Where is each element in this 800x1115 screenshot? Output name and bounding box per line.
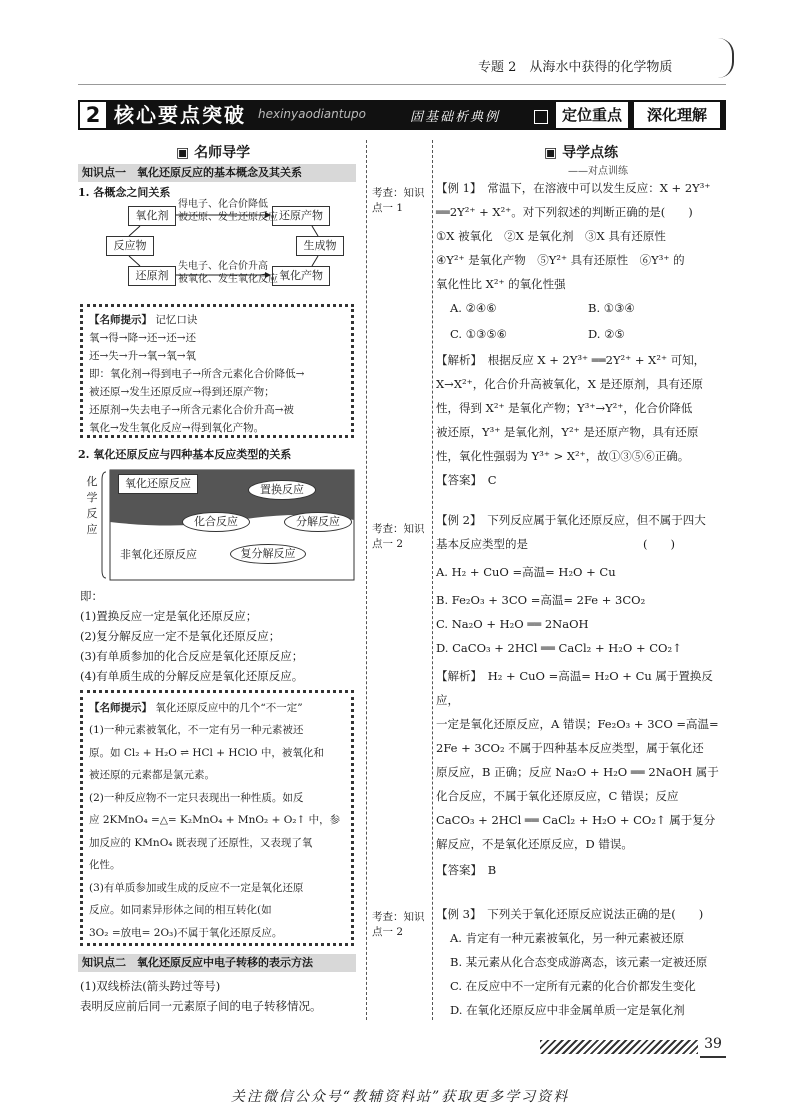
- kp1-subheading-2: 2. 氧化还原反应与四种基本反应类型的关系: [78, 448, 292, 461]
- tip1-line: 还原剂→失去电子→所含元素化合价升高→被: [89, 404, 294, 416]
- arrow-label-bottom: 失电子、化合价升高 被氧化、发生氧化反应: [178, 261, 278, 285]
- page-number-stripe: [540, 1040, 698, 1054]
- ex2-option-c: C. Na₂O + H₂O ══ 2NaOH: [436, 617, 589, 631]
- node-reactant: 反应物: [106, 236, 154, 256]
- ex1-option-c: C. ①③⑤⑥: [450, 327, 507, 341]
- ex2-answer: 【答案】 B: [436, 863, 497, 877]
- tip2-line: (2)一种反应物不一定只表现出一种性质。如反: [89, 791, 304, 804]
- node-reductant: 还原剂: [128, 266, 176, 286]
- tip2-line: 应 2KMnO₄ =△= K₂MnO₄ + MnO₂ + O₂↑ 中，参: [89, 814, 341, 826]
- arrow-label-top: 得电子、化合价降低 被还原、发生还原反应: [178, 199, 278, 223]
- banner-pill-deepen: 深化理解: [634, 102, 720, 128]
- ex1-option-a: A. ②④⑥: [450, 301, 497, 315]
- node-oxidation-product: 氧化产物: [272, 266, 330, 286]
- chapter-header: 专题 2 从海水中获得的化学物质: [478, 60, 673, 75]
- tip1-line: 被还原→发生还原反应→得到还原产物；: [89, 386, 275, 398]
- relation-summary: 即： (1)置换反应一定是氧化还原反应； (2)复分解反应一定不是氧化还原反应； (3)有单质参加的化合反应是氧化还原反应； (4)有单质生成的分解反应是氧化还原反应。: [80, 589, 304, 683]
- ex2-option-d: D. CaCO₃ + 2HCl ══ CaCl₂ + H₂O + CO₂↑: [436, 641, 682, 655]
- ex1-analysis: 被还原，Y³⁺ 是氧化剂，Y²⁺ 是还原产物，具有还原: [436, 425, 699, 439]
- ex1-analysis: X→X²⁺，化合价升高被氧化，X 是还原剂，具有还原: [436, 377, 704, 391]
- knowledge-point-1: 知识点一 氧化还原反应的基本概念及其关系: [78, 164, 356, 182]
- ex2-analysis: 一定是氧化还原反应，A 错误；Fe₂O₃ + 3CO =高温=: [436, 717, 719, 731]
- ex1-statements: ①X 被氧化 ②X 是氧化剂 ③X 具有还原性: [436, 229, 666, 243]
- tip2-line: (1)一种元素被氧化，不一定有另一种元素被还: [89, 724, 304, 736]
- ex1-statements: 氧化性比 X²⁺ 的氧化性强: [436, 277, 566, 291]
- ex1-answer: 【答案】 C: [436, 473, 497, 487]
- section-flag-icon: ▣: [544, 145, 558, 161]
- ex2-option-a: A. H₂ + CuO =高温= H₂O + Cu: [436, 565, 616, 579]
- ex1-option-d: D. ②⑤: [588, 327, 625, 341]
- tip2-line: 化性。: [89, 859, 121, 871]
- tip1-line: 氧→得→降→还→还→还: [89, 332, 196, 344]
- tip1-heading: 【名师提示】 记忆口诀: [89, 314, 198, 326]
- ex1-analysis: 【解析】 根据反应 X + 2Y³⁺ ══2Y²⁺ + X²⁺ 可知，: [436, 353, 706, 367]
- tip1-line: 还→失→升→氧→氧→氧: [89, 350, 196, 362]
- margin-note-1: 考查：知识点一 1: [372, 187, 425, 214]
- ex2-analysis: 【解析】 H₂ + CuO =高温= H₂O + Cu 属于置换反应，: [436, 669, 713, 707]
- right-subtitle: ——对点训练: [568, 166, 628, 177]
- banner-pinyin: hexinyaodiantupo: [258, 107, 367, 121]
- example-2: [436, 508, 728, 882]
- banner-motto: 固基础析典例: [410, 110, 501, 125]
- ex3-question: 【例 3】 下列关于氧化还原反应说法正确的是( ): [436, 907, 704, 921]
- ex3-option-c: C. 在反应中不一定所有元素的化合价都发生变化: [450, 979, 696, 993]
- ex3-option-a: A. 肯定有一种元素被氧化，另一种元素被还原: [450, 931, 685, 945]
- right-section-title: ▣ 导学点练: [544, 145, 619, 161]
- ex3-option-d: D. 在氧化还原反应中非金属单质一定是氧化剂: [450, 1003, 685, 1017]
- tip1-line: 即：氧化剂→得到电子→所含元素化合价降低→: [89, 368, 305, 380]
- page-number: 39: [700, 1036, 726, 1058]
- section-flag-icon: ▣: [176, 145, 190, 161]
- footer-watermark: 关注微信公众号“教辅资料站”获取更多学习资料: [230, 1089, 570, 1105]
- venn-side-label: 化学反应: [86, 475, 98, 536]
- venn-double-decomposition: 复分解反应: [230, 544, 306, 564]
- kp1-subheading-1: 1. 各概念之间关系: [78, 186, 171, 199]
- tip2-line: (3)有单质参加或生成的反应不一定是氧化还原: [89, 881, 304, 894]
- tip-box-not-necessarily: [80, 690, 354, 946]
- ex1-analysis: 性，得到 X²⁺ 是氧化产物；Y³⁺→Y²⁺，化合价降低: [436, 401, 693, 415]
- banner-title: 核心要点突破: [114, 103, 246, 127]
- ex1-analysis: 性，氧化性强弱为 Y³⁺ > X²⁺，故①③⑤⑥正确。: [436, 449, 690, 463]
- tip1-line: 氧化→发生氧化反应→得到氧化产物。: [89, 422, 265, 434]
- ex2-option-b: B. Fe₂O₃ + 3CO =高温= 2Fe + 3CO₂: [436, 593, 646, 607]
- node-product: 生成物: [296, 236, 344, 256]
- left-section-title: ▣ 名师导学: [176, 145, 251, 161]
- knowledge-point-2: 知识点二 氧化还原反应中电子转移的表示方法: [78, 954, 356, 972]
- tip2-line: 反应。如同素异形体之间的相互转化(如: [89, 904, 272, 916]
- ex2-question: 基本反应类型的是 ( ): [436, 537, 675, 551]
- banner-pill-focus: 定位重点: [556, 102, 628, 128]
- venn-nonredox: 非氧化还原反应: [120, 548, 197, 561]
- ex2-analysis: 化合反应，不属于氧化还原反应，C 错误；反应: [436, 789, 679, 803]
- venn-displacement: 置换反应: [248, 480, 316, 500]
- venn-combination: 化合反应: [182, 512, 250, 532]
- venn-redox: 氧化还原反应: [118, 474, 198, 494]
- tip2-line: 3O₂ =放电= 2O₃)不属于氧化还原反应。: [89, 926, 283, 939]
- ex3-option-b: B. 某元素从化合态变成游离态，该元素一定被还原: [450, 955, 708, 969]
- margin-note-3: 考查：知识点一 2: [372, 911, 425, 938]
- banner-number: 2: [80, 102, 106, 128]
- example-1: [436, 176, 728, 492]
- tip2-line: 被还原的元素都是氯元素。: [89, 769, 215, 781]
- ex1-question: 【例 1】 常温下，在溶液中可以发生反应：X + 2Y³⁺: [436, 181, 711, 195]
- node-oxidant: 氧化剂: [128, 206, 176, 226]
- ex2-analysis: 2Fe + 3CO₂ 不属于四种基本反应类型，属于氧化还: [436, 741, 704, 755]
- ex1-option-b: B. ①③④: [588, 301, 635, 315]
- ex1-statements: ④Y²⁺ 是氧化产物 ⑤Y²⁺ 具有还原性 ⑥Y³⁺ 的: [436, 253, 685, 267]
- kp2-body: (1)双线桥法(箭头跨过等号) 表明反应前后同一元素原子间的电子转移情况。: [80, 979, 322, 1013]
- ex1-question: ══2Y²⁺ + X²⁺。对下列叙述的判断正确的是( ): [436, 205, 693, 219]
- tip2-line: 原。如 Cl₂ + H₂O ⇌ HCl + HClO 中，被氧化和: [89, 746, 324, 759]
- example-3: [436, 902, 728, 1022]
- venn-decomposition: 分解反应: [284, 512, 352, 532]
- tip2-line: 加反应的 KMnO₄ 既表现了还原性，又表现了氧: [89, 836, 313, 849]
- ex2-analysis: 解反应，不是氧化还原反应，D 错误。: [436, 837, 633, 851]
- tip2-heading: 【名师提示】 氧化还原反应中的几个“不一定”: [89, 702, 303, 714]
- margin-note-2: 考查：知识点一 2: [372, 523, 425, 550]
- node-reduction-product: 还原产物: [272, 206, 330, 226]
- ex2-analysis: CaCO₃ + 2HCl ══ CaCl₂ + H₂O + CO₂↑ 属于复分: [436, 813, 716, 827]
- ex2-analysis: 原反应，B 正确；反应 Na₂O + H₂O ══ 2NaOH 属于: [436, 765, 719, 779]
- ex2-question: 【例 2】 下列反应属于氧化还原反应，但不属于四大: [436, 513, 706, 527]
